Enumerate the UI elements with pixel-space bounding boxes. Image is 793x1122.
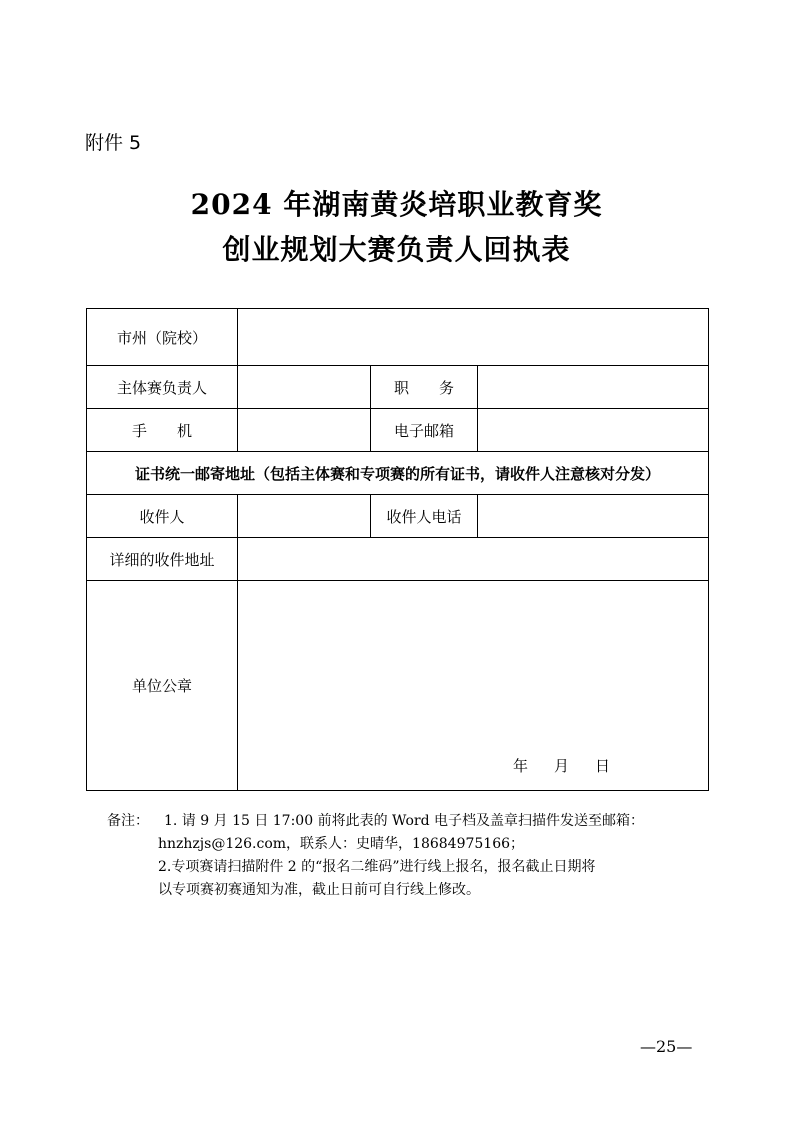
position-label: 职 务: [371, 366, 478, 409]
certificate-address-note: 证书统一邮寄地址（包括主体赛和专项赛的所有证书，请收件人注意核对分发）: [87, 452, 709, 495]
page-title-line-1: 2024 年湖南黄炎培职业教育奖: [190, 188, 603, 221]
seal-label: 单位公章: [87, 581, 238, 791]
email-input-cell[interactable]: [478, 409, 709, 452]
table-row: [87, 452, 709, 495]
leader-input-cell[interactable]: [238, 366, 371, 409]
recipient-phone-input-cell[interactable]: [478, 495, 709, 538]
page-number: —25—: [640, 1037, 693, 1056]
recipient-label: 收件人: [87, 495, 238, 538]
recipient-input-cell[interactable]: [238, 495, 371, 538]
date-line: [513, 755, 636, 776]
phone-label: 手 机: [87, 409, 238, 452]
email-label: 电子邮箱: [371, 409, 478, 452]
recipient-phone-label: 收件人电话: [371, 495, 478, 538]
table-row: [87, 409, 709, 452]
table-row: [87, 366, 709, 409]
date-day: 日: [595, 757, 611, 775]
note-line: 1. 请 9 月 15 日 17:00 前将此表的 Word 电子档及盖章扫描件发送至邮箱：: [164, 813, 644, 829]
date-year: 年: [513, 757, 529, 775]
receipt-form-table: [86, 308, 709, 791]
date-month: 月: [554, 757, 570, 775]
attachment-label: 附件 5: [85, 132, 142, 154]
position-input-cell[interactable]: [478, 366, 709, 409]
city-label: 市州（院校）: [87, 309, 238, 366]
table-row: [87, 581, 709, 791]
phone-input-cell[interactable]: [238, 409, 371, 452]
address-input-cell[interactable]: [238, 538, 709, 581]
table-row: [87, 495, 709, 538]
page-title-line-2: 创业规划大赛负责人回执表: [222, 233, 571, 266]
note-line: 2.专项赛请扫描附件 2 的“报名二维码”进行线上报名，报名截止日期将: [158, 859, 596, 875]
city-input-cell[interactable]: [238, 309, 709, 366]
notes-prefix: 备注：: [107, 813, 149, 829]
leader-label: 主体赛负责人: [87, 366, 238, 409]
seal-area[interactable]: [238, 581, 709, 791]
table-row: [87, 309, 709, 366]
table-row: [87, 538, 709, 581]
note-line: hnzhzjs@126.com，联系人：史晴华，18684975166；: [158, 836, 525, 852]
note-line: 以专项赛初赛通知为准，截止日前可自行线上修改。: [158, 882, 480, 898]
address-label: 详细的收件地址: [87, 538, 238, 581]
